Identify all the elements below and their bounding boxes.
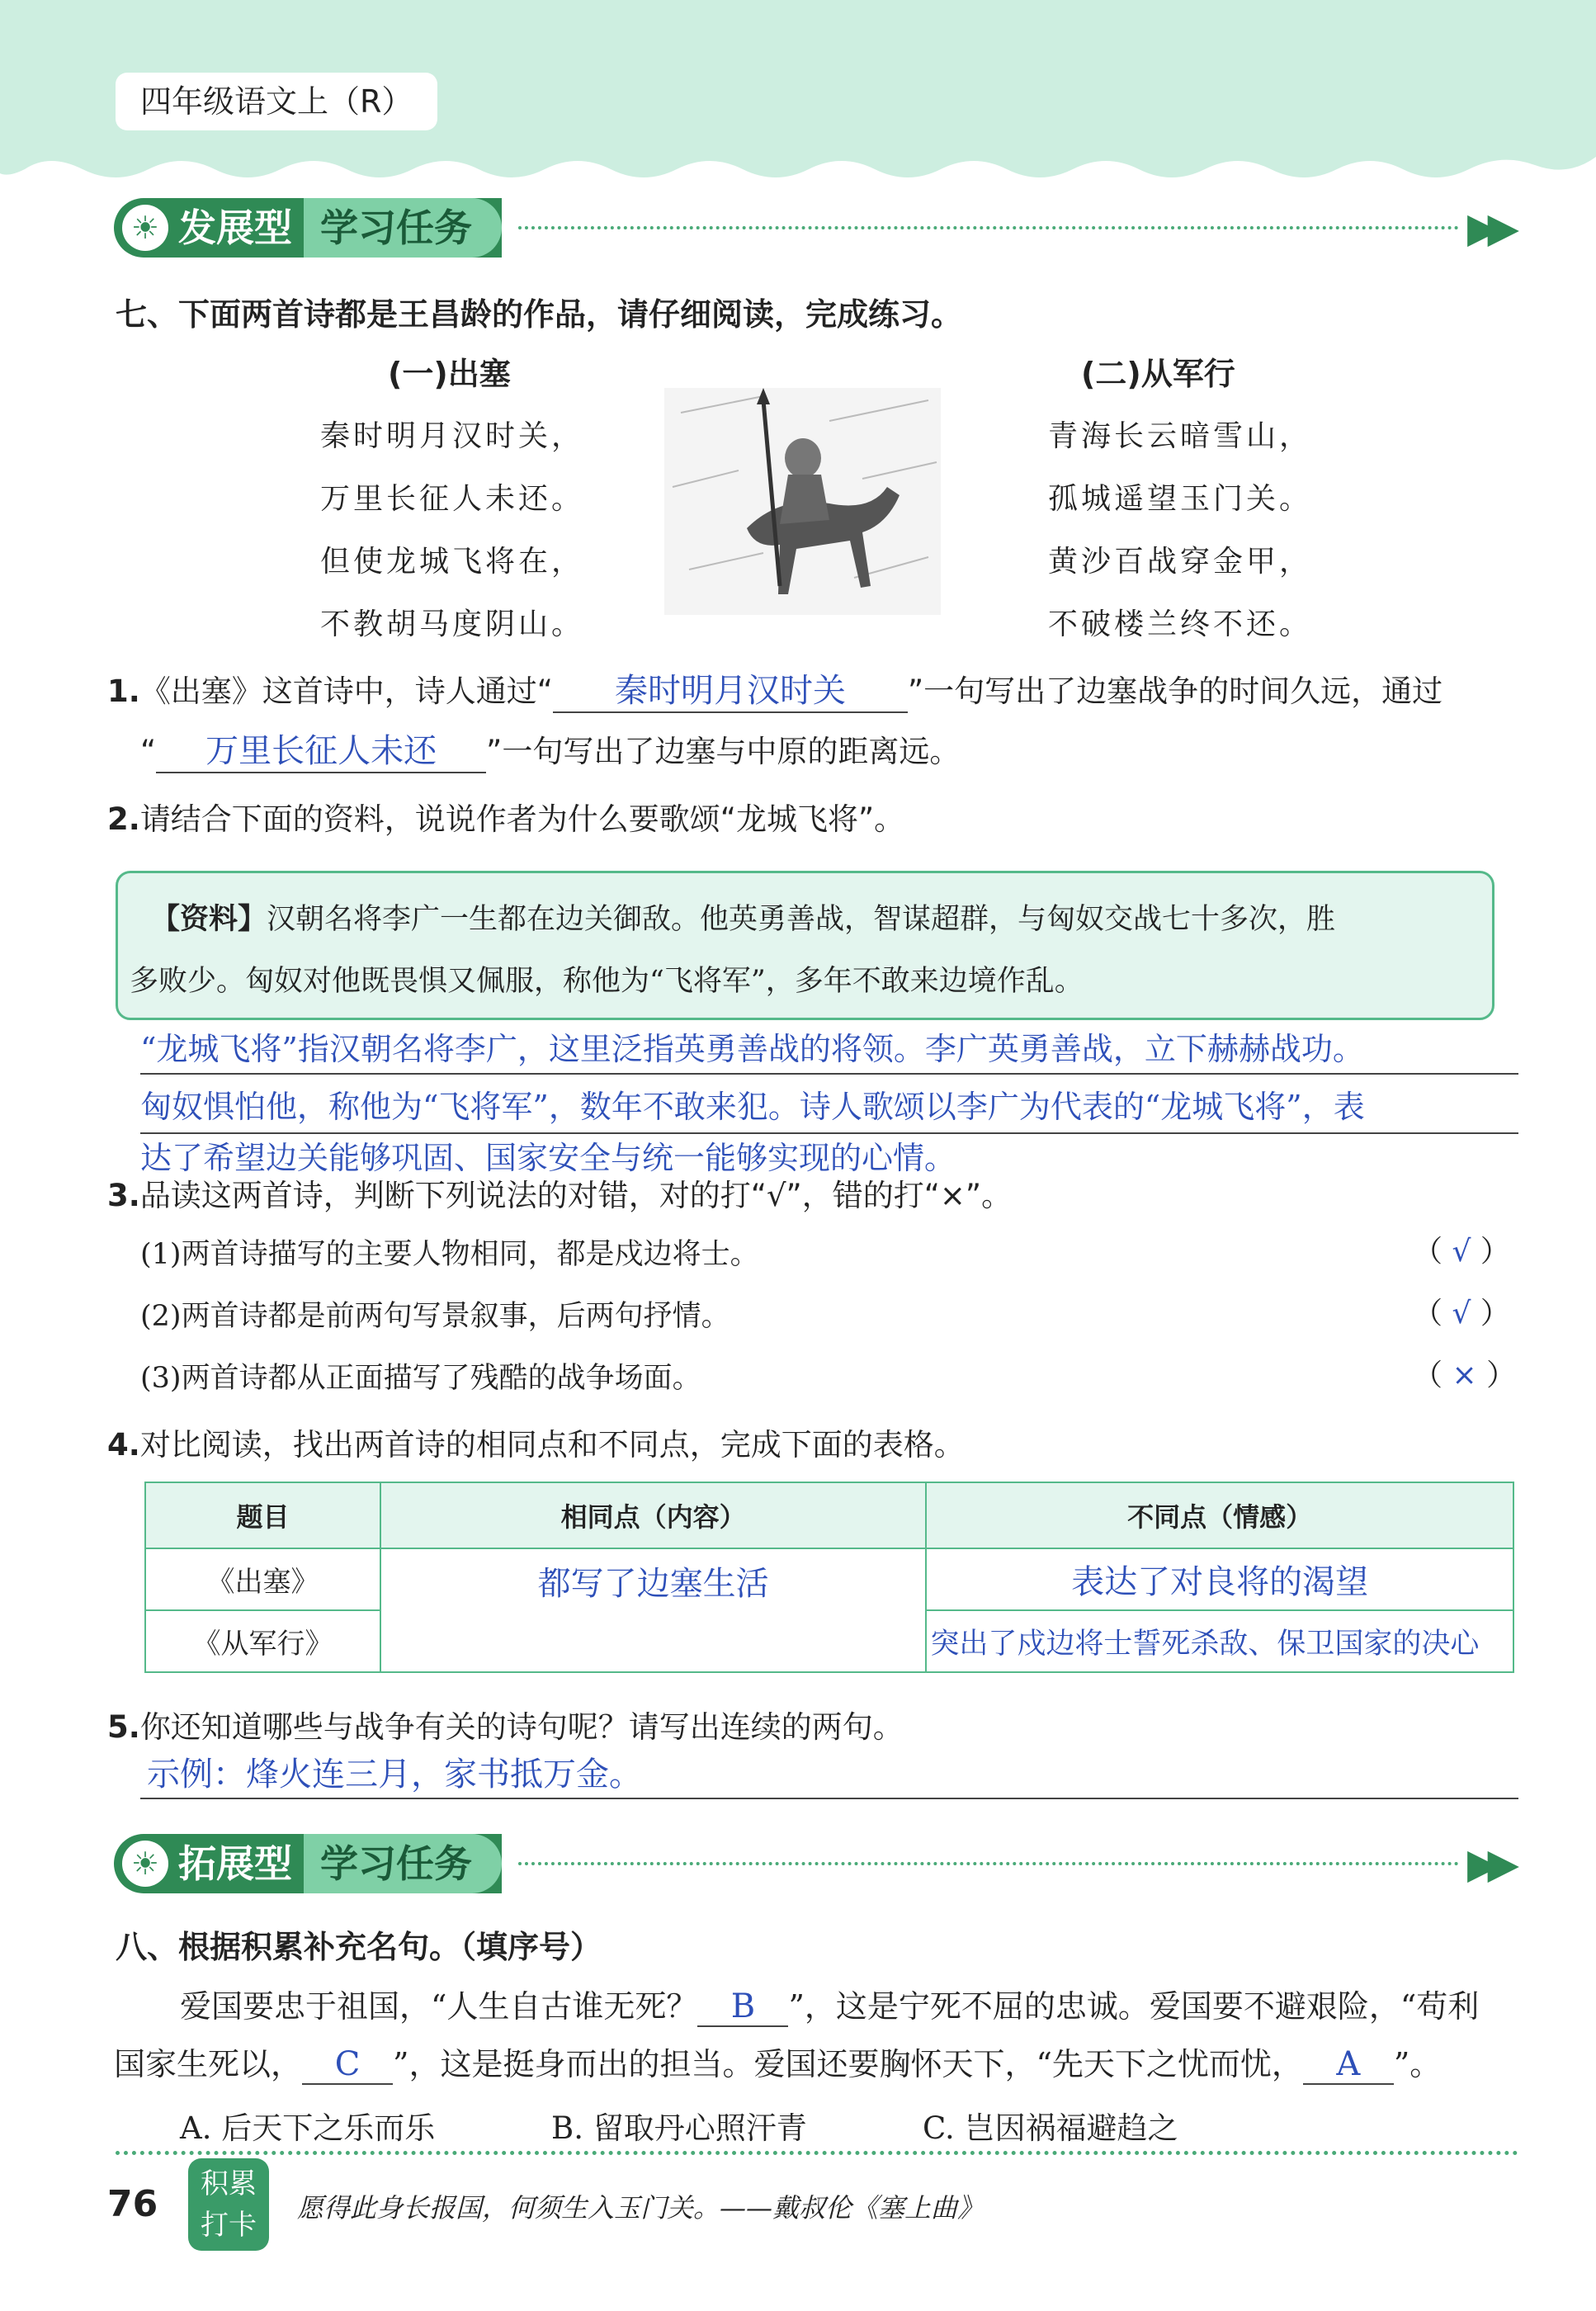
accumulate-badge — [188, 2158, 269, 2251]
judge-item: (3)两首诗都从正面描写了残酷的战争场面。 — [140, 1362, 701, 1395]
poem1-line: 秦时明月汉时关， — [320, 419, 585, 453]
q5-answer[interactable]: 示例：烽火连三月，家书抵万金。 — [147, 1756, 642, 1794]
question-4 — [107, 1420, 965, 1464]
question-8-line1 — [180, 1981, 1479, 2027]
question-text: 你还知道哪些与战争有关的诗句呢？请写出连续的两句。 — [139, 1709, 904, 1745]
option-b: B. 留取丹心照汗青 — [551, 2110, 807, 2146]
poem1-title: (一)出塞 — [388, 356, 511, 392]
section-title-part2: 学习任务 — [320, 206, 472, 250]
option-c: C. 岂因祸福避趋之 — [923, 2110, 1178, 2146]
judge-answer: × — [1452, 1359, 1477, 1392]
poem1-line: 但使龙城飞将在， — [320, 545, 585, 579]
question-number: 1. — [107, 673, 140, 709]
question-text: 爱国要忠于祖国，“人生自古谁无死？ — [180, 1988, 698, 2025]
answer-blank[interactable]: 秦时明月汉时关 — [553, 664, 908, 713]
poem2-line: 青海长云暗雪山， — [1048, 419, 1313, 453]
question-text: 国家生死以， — [114, 2046, 303, 2082]
question-number: 2. — [107, 801, 140, 837]
answer-line: 匈奴惧怕他，称他为“飞将军”，数年不敢来犯。诗人歌颂以李广为代表的“龙城飞将”，表 — [140, 1089, 1365, 1125]
poem2-line: 孤城遥望玉门关。 — [1048, 482, 1313, 516]
table-row — [145, 1548, 1513, 1610]
resource-text: 汉朝名将李广一生都在边关御敌。他英勇善战，智谋超群，与匈奴交战七十多次，胜 — [267, 903, 1336, 936]
table-header: 题目 — [145, 1482, 380, 1548]
badge-line: 打卡 — [201, 2209, 257, 2242]
question-5 — [107, 1702, 904, 1746]
table-cell-title: 《出塞》 — [145, 1548, 380, 1610]
page-number: 76 — [107, 2183, 158, 2225]
warrior-horse-illustration — [664, 388, 941, 615]
table-cell-diff[interactable]: 突出了戍边将士誓死杀敌、保卫国家的决心 — [926, 1610, 1513, 1672]
footer-quote: 愿得此身长报国，何须生入玉门关。——戴叔伦《塞上曲》 — [297, 2192, 985, 2224]
answer-blank[interactable]: C — [302, 2045, 393, 2085]
option-a: A. 后天下之乐而乐 — [180, 2110, 436, 2146]
judge-bracket[interactable]: （ × ） — [1413, 1359, 1517, 1392]
section-title-part2: 学习任务 — [320, 1841, 472, 1886]
answer-line: 达了希望边关能够巩固、国家安全与统一能够实现的心情。 — [140, 1140, 956, 1176]
question-text: 品读这两首诗，判断下列说法的对错，对的打“√”，错的打“×”。 — [139, 1178, 1013, 1213]
question-text: ”。 — [1393, 2046, 1442, 2082]
question-number: 5. — [107, 1709, 140, 1745]
answer-blank[interactable]: 万里长征人未还 — [156, 725, 486, 773]
lightbulb-icon: ☀ — [122, 205, 168, 251]
question-8-line2 — [114, 2039, 1441, 2085]
section-header-extension — [114, 1834, 1517, 1893]
question-text: 《出塞》这首诗中，诗人通过“ — [139, 673, 553, 709]
poem2-line: 黄沙百战穿金甲， — [1048, 545, 1313, 579]
question-number: 4. — [107, 1427, 140, 1463]
question-7-title: 七、下面两首诗都是王昌龄的作品，请仔细阅读，完成练习。 — [116, 296, 963, 333]
double-arrow-icon: ▶▶ — [1467, 204, 1508, 252]
resource-label: 【资料】 — [151, 902, 267, 936]
table-cell-diff[interactable]: 表达了对良将的渴望 — [926, 1548, 1513, 1610]
question-text: ”，这是挺身而出的担当。爱国还要胸怀天下，“先天下之忧而忧， — [393, 2046, 1303, 2082]
answer-blank[interactable]: A — [1303, 2045, 1394, 2085]
resource-line — [151, 896, 1335, 938]
answer-line: “龙城飞将”指汉朝名将李广，这里泛指英勇善战的将领。李广英勇善战，立下赫赫战功。 — [140, 1031, 1364, 1067]
answer-rule — [140, 1073, 1518, 1075]
judge-bracket[interactable]: （ √ ） — [1413, 1235, 1510, 1269]
question-text: ”一句写出了边塞与中原的距离远。 — [486, 734, 961, 769]
table-cell-same[interactable]: 都写了边塞生活 — [380, 1548, 926, 1672]
table-cell-title: 《从军行》 — [145, 1610, 380, 1672]
question-8-title: 八、根据积累补充名句。（填序号） — [116, 1929, 602, 1965]
judge-answer: √ — [1452, 1297, 1471, 1330]
table-header: 不同点（情感） — [926, 1482, 1513, 1548]
resource-text: 多败少。匈奴对他既畏惧又佩服，称他为“飞将军”，多年不敢来边境作乱。 — [130, 965, 1084, 998]
table-header: 相同点（内容） — [380, 1482, 926, 1548]
question-3 — [107, 1170, 1012, 1215]
question-2 — [107, 794, 904, 839]
answer-rule — [140, 1798, 1518, 1799]
poem1-line: 万里长征人未还。 — [320, 482, 585, 516]
judge-item: (2)两首诗都是前两句写景叙事，后两句抒情。 — [140, 1300, 730, 1333]
question-text: ”一句写出了边塞战争的时间久远，通过 — [907, 673, 1443, 709]
comparison-table — [144, 1482, 1514, 1673]
section-title-part1: 拓展型 — [178, 1841, 292, 1886]
judge-item: (1)两首诗描写的主要人物相同，都是戍边将士。 — [140, 1238, 759, 1271]
question-number: 3. — [107, 1178, 140, 1213]
badge-line: 积累 — [201, 2167, 257, 2200]
judge-answer: √ — [1452, 1235, 1471, 1269]
question-text: 对比阅读，找出两首诗的相同点和不同点，完成下面的表格。 — [139, 1427, 965, 1463]
resource-box — [116, 871, 1494, 1020]
poem2-title: (二)从军行 — [1081, 356, 1235, 392]
question-text: 请结合下面的资料，说说作者为什么要歌颂“龙城飞将”。 — [139, 801, 905, 837]
grade-label: 四年级语文上（R） — [116, 73, 437, 130]
section-title-part1: 发展型 — [178, 206, 292, 250]
lightbulb-icon: ☀ — [122, 1841, 168, 1887]
footer-divider — [116, 2151, 1518, 2155]
question-1 — [107, 664, 1443, 713]
judge-bracket[interactable]: （ √ ） — [1413, 1297, 1510, 1330]
section-header-development — [114, 198, 1517, 258]
question-text: ”，这是宁死不屈的忠诚。爱国要不避艰险，“苟利 — [788, 1988, 1480, 2025]
answer-blank[interactable]: B — [697, 1987, 788, 2027]
question-text: “ — [140, 734, 157, 769]
double-arrow-icon: ▶▶ — [1467, 1840, 1508, 1888]
poem1-line: 不教胡马度阴山。 — [320, 607, 585, 641]
poem2-line: 不破楼兰终不还。 — [1048, 607, 1313, 641]
table-header-row — [145, 1482, 1513, 1548]
question-1-line2 — [140, 725, 960, 773]
